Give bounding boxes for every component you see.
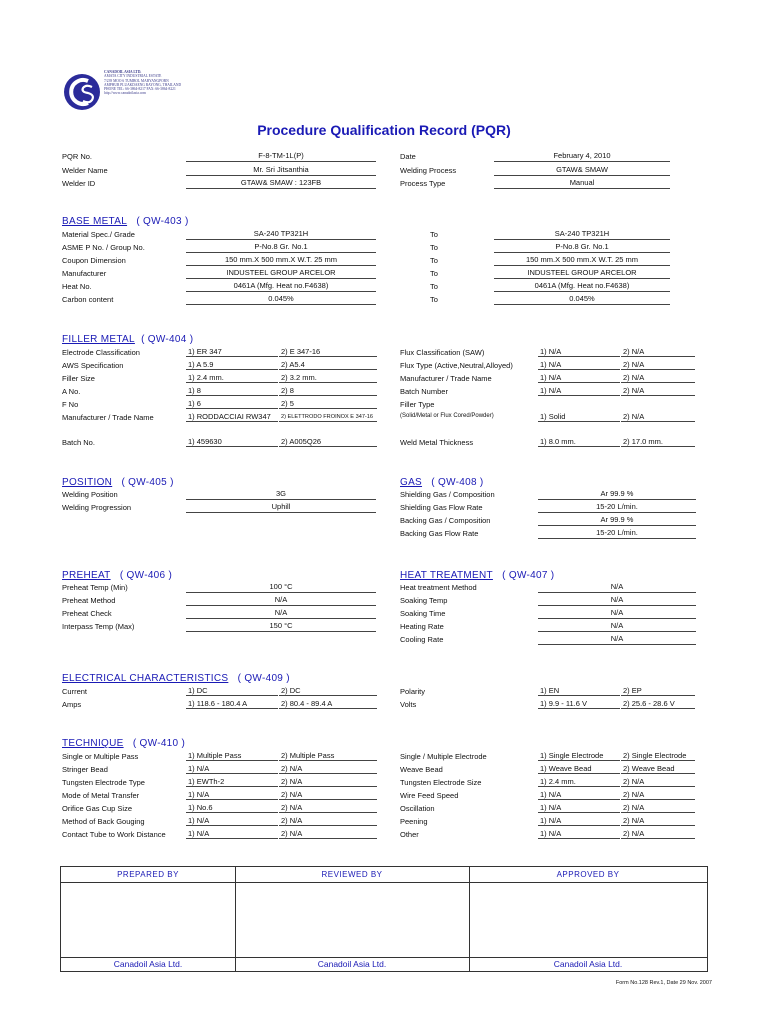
value-1: 1) ER 347 [186, 347, 278, 357]
section-title: FILLER METAL [62, 334, 135, 345]
value-2: 2) N/A [279, 803, 377, 813]
field-label: Heat No. [62, 282, 92, 291]
field-label: Amps [62, 700, 82, 709]
value-1: 1) N/A [538, 360, 620, 370]
field-value: N/A [538, 608, 696, 619]
field-label: Preheat Check [62, 609, 112, 618]
to-label: To [430, 230, 438, 239]
value-2: 2) ELETTRODO FROINOX E 347-16 [279, 412, 377, 422]
company-line: http://www.canadoilasia.com [104, 91, 146, 96]
value-1: 1) N/A [538, 829, 620, 839]
field-value: INDUSTEEL GROUP ARCELOR [186, 268, 376, 279]
prepared-company: Canadoil Asia Ltd. [113, 959, 183, 969]
field-value: N/A [538, 595, 696, 606]
field-value-to: 0.045% [494, 294, 670, 305]
field-value: 0461A (Mfg. Heat no.F4638) [186, 281, 376, 292]
field-label: Filler Type [400, 400, 435, 409]
field-label: Tungsten Electrode Size [400, 778, 482, 787]
field-value: 3G [186, 489, 376, 500]
welding-process-value: GTAW& SMAW [494, 165, 670, 176]
company-line: 7/239 MOO 6 TUMBOL MABYANGPORN [104, 78, 169, 83]
value-2: 2) N/A [621, 803, 695, 813]
field-label: Cooling Rate [400, 635, 444, 644]
field-value: N/A [538, 621, 696, 632]
field-label: Manufacturer [62, 269, 107, 278]
pqr-label: PQR No. [62, 152, 93, 161]
field-label: Wire Feed Speed [400, 791, 459, 800]
field-label: Soaking Temp [400, 596, 448, 605]
divider [469, 867, 470, 971]
technique-heading [62, 738, 185, 749]
section-code: ( QW-406 ) [119, 570, 173, 581]
field-label: AWS Specification [62, 361, 124, 370]
value-2: 2) Multiple Pass [279, 751, 377, 761]
page-title: Procedure Qualification Record (PQR) [257, 122, 511, 138]
field-label: Volts [400, 700, 417, 709]
field-label: Batch No. [62, 438, 95, 447]
value-1: 1) N/A [538, 386, 620, 396]
company-name: CANADOIL ASIA LTD. [104, 70, 142, 74]
section-title: ELECTRICAL CHARACTERISTICS [62, 673, 229, 684]
section-title: HEAT TREATMENT [400, 570, 493, 581]
field-value: Ar 99.9 % [538, 515, 696, 526]
value-1: 1) N/A [186, 764, 278, 774]
field-label: Backing Gas Flow Rate [400, 529, 479, 538]
preheat-heading [62, 570, 172, 581]
field-label: Carbon content [62, 295, 114, 304]
field-label: Single / Multiple Electrode [400, 752, 487, 761]
value-2: 2) A5.4 [279, 360, 377, 370]
divider [61, 957, 707, 958]
field-label: Weave Bead [400, 765, 443, 774]
company-logo [62, 72, 102, 112]
field-label: Flux Classification (SAW) [400, 348, 485, 357]
value-2: 2) N/A [621, 816, 695, 826]
field-label: Coupon Dimension [62, 256, 126, 265]
welder-id-value: GTAW& SMAW : 123FB [186, 178, 376, 189]
value-2: 2) N/A [621, 360, 695, 370]
section-code: ( QW-408 ) [431, 477, 484, 488]
field-value-to: P-No.8 Gr. No.1 [494, 242, 670, 253]
field-value: N/A [186, 608, 376, 619]
field-value: 150 °C [186, 621, 376, 632]
value-2: 2) A005Q26 [279, 437, 377, 447]
value-2: 2) 25.6 - 28.6 V [621, 699, 695, 709]
reviewed-by-heading: REVIEWED BY [321, 870, 383, 879]
field-label: Current [62, 687, 88, 696]
pqr-value: F-8-TM-1L(P) [186, 151, 376, 162]
field-label: Method of Back Gouging [62, 817, 145, 826]
value-2: 2) N/A [279, 777, 377, 787]
field-label: Welding Position [62, 490, 118, 499]
process-type-value: Manual [494, 178, 670, 189]
field-label: Preheat Method [62, 596, 116, 605]
field-value-to: 0461A (Mfg. Heat no.F4638) [494, 281, 670, 292]
value-2: 2) N/A [621, 373, 695, 383]
section-code: ( QW-405 ) [121, 477, 174, 488]
company-line: PHONE TEL: 66-3864-8217 FAX: 66-3864-8221 [104, 87, 176, 92]
field-label: Contact Tube to Work Distance [62, 830, 166, 839]
gas-heading [400, 477, 484, 488]
field-label: Heating Rate [400, 622, 444, 631]
to-label: To [430, 256, 438, 265]
value-1: 1) N/A [538, 803, 620, 813]
process-type-label: Process Type [400, 179, 446, 188]
base-metal-heading [62, 216, 189, 227]
to-label: To [430, 243, 438, 252]
field-label: Tungsten Electrode Type [62, 778, 145, 787]
welder-id-label: Welder ID [62, 179, 96, 188]
to-label: To [430, 282, 438, 291]
field-label: F No [62, 400, 79, 409]
value-1: 1) Weave Bead [538, 764, 620, 774]
value-1: 1) 2.4 mm. [186, 373, 278, 383]
field-value: N/A [186, 595, 376, 606]
value-1: 1) No.6 [186, 803, 278, 813]
to-label: To [430, 269, 438, 278]
value-2: 2) N/A [621, 412, 695, 422]
field-label: Electrode Classification [62, 348, 140, 357]
field-value: Uphill [186, 502, 376, 513]
value-1: 1) N/A [538, 816, 620, 826]
section-title: TECHNIQUE [62, 738, 124, 749]
electrical-heading [62, 673, 290, 684]
field-label: Preheat Temp (Min) [62, 583, 128, 592]
signature-table [60, 866, 708, 972]
value-2: 2) 5 [279, 399, 377, 409]
section-title: GAS [400, 477, 423, 488]
section-title: PREHEAT [62, 570, 111, 581]
date-label: Date [400, 152, 416, 161]
form-number: Form No.128 Rev.1, Date 29 Nov. 2007 [615, 980, 712, 986]
reviewed-company: Canadoil Asia Ltd. [317, 959, 387, 969]
field-label: A No. [62, 387, 81, 396]
field-value: 100 °C [186, 582, 376, 593]
value-2: 2) N/A [621, 347, 695, 357]
value-1: 1) EWTh-2 [186, 777, 278, 787]
value-2: 2) N/A [621, 777, 695, 787]
field-value: 150 mm.X 500 mm.X W.T. 25 mm [186, 255, 376, 266]
approved-by-heading: APPROVED BY [556, 870, 620, 879]
value-1: 1) 118.6 - 180.4 A [186, 699, 278, 709]
field-label: Soaking Time [400, 609, 446, 618]
field-label: Single or Multiple Pass [62, 752, 139, 761]
value-2: 2) 17.0 mm. [621, 437, 695, 447]
approved-company: Canadoil Asia Ltd. [553, 959, 623, 969]
field-label: Interpass Temp (Max) [62, 622, 135, 631]
field-label: Manufacturer / Trade Name [62, 413, 154, 422]
position-heading [62, 477, 174, 488]
value-1: 1) N/A [186, 829, 278, 839]
field-label: Material Spec./ Grade [62, 230, 135, 239]
value-1: 1) N/A [186, 790, 278, 800]
field-value-to: SA-240 TP321H [494, 229, 670, 240]
value-1: 1) 6 [186, 399, 278, 409]
field-label: Welding Progression [62, 503, 132, 512]
field-label: Other [400, 830, 419, 839]
field-value: 0.045% [186, 294, 376, 305]
value-1: 1) A 5.9 [186, 360, 278, 370]
field-label: Heat treatment Method [400, 583, 477, 592]
value-1: 1) N/A [538, 373, 620, 383]
section-code: ( QW-407 ) [502, 570, 555, 581]
value-1: 1) 2.4 mm. [538, 777, 620, 787]
value-2: 2) N/A [279, 790, 377, 800]
field-value-to: 150 mm.X 500 mm.X W.T. 25 mm [494, 255, 670, 266]
field-label: Filler Size [62, 374, 95, 383]
filler-metal-heading [62, 334, 193, 345]
welding-process-label: Welding Process [400, 166, 457, 175]
field-label: Backing Gas / Composition [400, 516, 491, 525]
company-line: AMATA CITY INDUSTRIAL ESTATE [104, 74, 162, 79]
field-value: 15-20 L/min. [538, 528, 696, 539]
field-value: 15-20 L/min. [538, 502, 696, 513]
section-code: ( QW-410 ) [132, 738, 186, 749]
value-2: 2) DC [279, 686, 377, 696]
section-code: ( QW-404 ) [141, 334, 194, 345]
value-2: 2) N/A [621, 829, 695, 839]
field-value: N/A [538, 582, 696, 593]
field-label: Oscillation [400, 804, 435, 813]
value-1: 1) RODDACCIAI RW347 [186, 412, 278, 422]
field-label: Flux Type (Active,Neutral,Alloyed) [400, 361, 513, 370]
field-label: (Solid/Metal or Flux Cored/Powder) [400, 413, 494, 419]
value-2: 2) E 347-16 [279, 347, 377, 357]
welder-name-label: Welder Name [62, 166, 108, 175]
value-2: 2) Weave Bead [621, 764, 695, 774]
field-label: Peening [400, 817, 428, 826]
divider [61, 882, 707, 883]
value-1: 1) Solid [538, 412, 620, 422]
divider [235, 867, 236, 971]
field-label: Polarity [400, 687, 426, 696]
welder-name-value: Mr. Sri Jitsanthia [186, 165, 376, 176]
to-label: To [430, 295, 438, 304]
value-2: 2) N/A [621, 386, 695, 396]
value-1: 1) Single Electrode [538, 751, 620, 761]
field-value: SA-240 TP321H [186, 229, 376, 240]
value-1: 1) N/A [538, 347, 620, 357]
value-2: 2) EP [621, 686, 695, 696]
value-2: 2) N/A [621, 790, 695, 800]
field-label: Shielding Gas Flow Rate [400, 503, 483, 512]
value-2: 2) N/A [279, 816, 377, 826]
date-value: February 4, 2010 [494, 151, 670, 162]
field-label: Batch Number [400, 387, 448, 396]
value-2: 2) 8 [279, 386, 377, 396]
heat-treatment-heading [400, 570, 554, 581]
value-1: 1) N/A [186, 816, 278, 826]
field-value: N/A [538, 634, 696, 645]
field-label: Manufacturer / Trade Name [400, 374, 492, 383]
value-1: 1) EN [538, 686, 620, 696]
company-address [104, 70, 181, 96]
value-1: 1) N/A [538, 790, 620, 800]
value-1: 1) 8 [186, 386, 278, 396]
company-line: AMPHUR PLUAKDAENG RAYONG, THAILAND [104, 82, 182, 87]
value-2: 2) 80.4 - 89.4 A [279, 699, 377, 709]
field-value-to: INDUSTEEL GROUP ARCELOR [494, 268, 670, 279]
field-label: Orifice Gas Cup Size [62, 804, 133, 813]
value-1: 1) 8.0 mm. [538, 437, 620, 447]
field-label: Shielding Gas / Composition [400, 490, 495, 499]
value-1: 1) 459630 [186, 437, 278, 447]
section-title: POSITION [62, 477, 113, 488]
prepared-by-heading: PREPARED BY [117, 870, 179, 879]
value-2: 2) N/A [279, 764, 377, 774]
value-2: 2) 3.2 mm. [279, 373, 377, 383]
field-label: Stringer Bead [62, 765, 108, 774]
field-label: Weld Metal Thickness [400, 438, 474, 447]
section-code: ( QW-409 ) [237, 673, 290, 684]
value-1: 1) 9.9 - 11.6 V [538, 699, 620, 709]
value-1: 1) DC [186, 686, 278, 696]
section-title: BASE METAL [62, 216, 128, 227]
value-2: 2) N/A [279, 829, 377, 839]
value-2: 2) Single Electrode [621, 751, 695, 761]
field-label: ASME P No. / Group No. [62, 243, 145, 252]
field-value: P-No.8 Gr. No.1 [186, 242, 376, 253]
section-code: ( QW-403 ) [136, 216, 189, 227]
field-value: Ar 99.9 % [538, 489, 696, 500]
value-1: 1) Multiple Pass [186, 751, 278, 761]
field-label: Mode of Metal Transfer [62, 791, 140, 800]
